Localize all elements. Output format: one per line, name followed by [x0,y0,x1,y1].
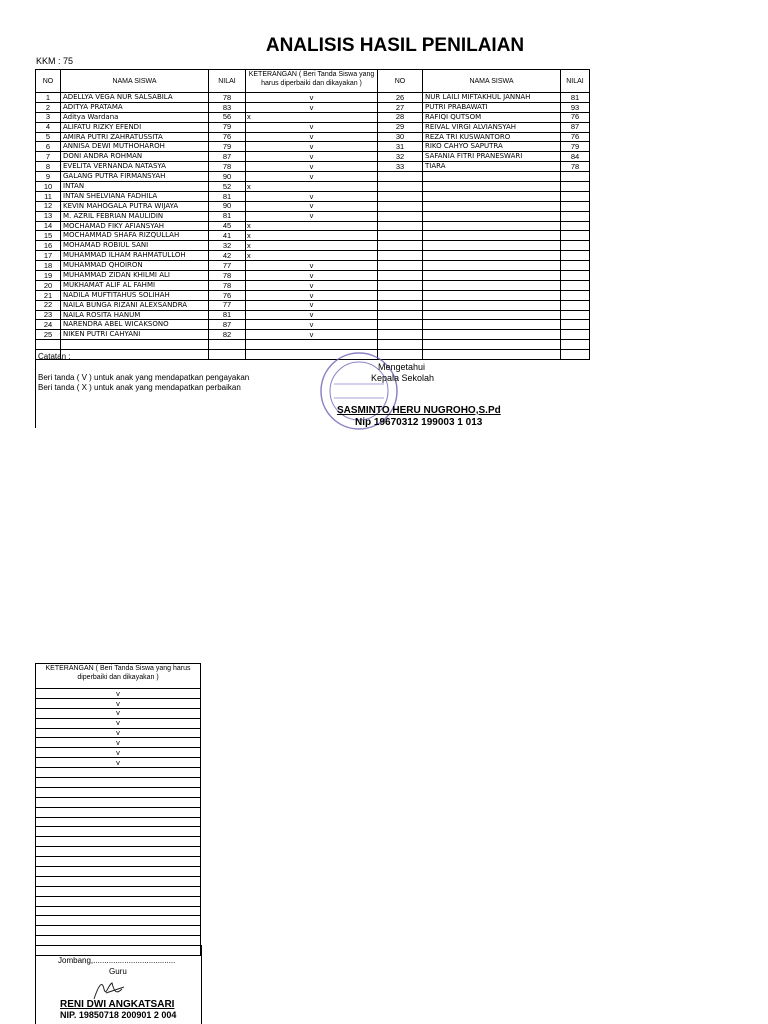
student-no: 13 [36,211,61,221]
student-score [209,350,246,360]
keterangan-cell: v [36,689,201,699]
keterangan-row [36,689,201,699]
keterangan-row [36,807,201,817]
student-name: Aditya Wardana [61,112,209,122]
student-keterangan: v [246,201,378,211]
student-name [423,320,561,330]
student-name [423,251,561,261]
student-name: RAFIQI QUTSOM [423,112,561,122]
student-name: MUKHAMAT ALIF AL FAHMI [61,280,209,290]
keterangan-row [36,857,201,867]
student-name [423,310,561,320]
table-row [36,221,590,231]
table-row [36,172,590,182]
student-name: ANNISA DEWI MUTHOHAROH [61,142,209,152]
student-name: MUHAMMAD QHOIRON [61,261,209,271]
table-row [36,261,590,271]
student-score: 42 [209,251,246,261]
student-score [561,340,590,350]
student-score: 81 [209,310,246,320]
student-score [561,172,590,182]
student-score: 76 [209,132,246,142]
student-no [378,290,423,300]
student-no: 16 [36,241,61,251]
student-no: 1 [36,93,61,103]
table-row [36,320,590,330]
student-score: 45 [209,221,246,231]
student-no [378,320,423,330]
keterangan-row [36,718,201,728]
student-no [378,251,423,261]
keterangan-cell: v [36,708,201,718]
keterangan-row [36,916,201,926]
keterangan-row [36,758,201,768]
student-no [378,330,423,340]
student-no: 4 [36,122,61,132]
student-no: 18 [36,261,61,271]
keterangan-header: KETERANGAN ( Beri Tanda Siswa yang harus diperbaiki dan dikayakan ) [36,664,201,689]
student-name: NUR LAILI MIFTAKHUL JANNAH [423,93,561,103]
student-score [561,261,590,271]
student-no: 22 [36,300,61,310]
student-score [561,271,590,281]
student-score: 87 [561,122,590,132]
table-row [36,93,590,103]
student-no [378,261,423,271]
student-keterangan: x [246,231,378,241]
student-no: 2 [36,102,61,112]
student-keterangan: v [246,320,378,330]
student-no: 9 [36,172,61,182]
keterangan-cell [36,817,201,827]
student-keterangan [246,340,378,350]
keterangan-cell [36,876,201,886]
teacher-name: RENI DWI ANGKATSARI [60,999,175,1010]
student-name: RIKO CAHYO SAPUTRA [423,142,561,152]
student-keterangan: v [246,271,378,281]
student-name: MUHAMMAD ZIDAN KHILMI ALI [61,271,209,281]
student-score [561,251,590,261]
student-no: 11 [36,191,61,201]
student-score: 84 [561,152,590,162]
header-no-right: NO [378,70,423,93]
student-score: 78 [209,93,246,103]
keterangan-row [36,768,201,778]
student-no: 5 [36,132,61,142]
table-row [36,290,590,300]
teacher-signature-section [35,945,202,1024]
student-name [423,221,561,231]
table-row [36,310,590,320]
keterangan-row [36,867,201,877]
table-row [36,162,590,172]
keterangan-row [36,876,201,886]
table-row [36,201,590,211]
notes-label: Catatan : [38,352,71,361]
keterangan-cell [36,778,201,788]
student-keterangan: v [246,211,378,221]
keterangan-cell [36,916,201,926]
student-no: 29 [378,122,423,132]
student-name [423,172,561,182]
keterangan-cell: v [36,718,201,728]
student-keterangan: x [246,241,378,251]
student-score: 93 [561,102,590,112]
student-score: 78 [209,280,246,290]
student-no [378,172,423,182]
student-name: REIVAL VIRGI ALVIANSYAH [423,122,561,132]
student-score: 87 [209,320,246,330]
student-no: 33 [378,162,423,172]
student-score [561,182,590,192]
student-no: 23 [36,310,61,320]
student-no: 25 [36,330,61,340]
student-name: ADELLYA VEGA NUR SALSABILA [61,93,209,103]
keterangan-cell [36,847,201,857]
student-no: 7 [36,152,61,162]
student-score [561,201,590,211]
student-name: M. AZRIL FEBRIAN MAULIDIN [61,211,209,221]
student-name [423,241,561,251]
student-score: 52 [209,182,246,192]
table-row [36,191,590,201]
student-name: NAILA ROSITA HANUM [61,310,209,320]
student-score: 76 [561,112,590,122]
kepsek-title: Kepala Sekolah [371,373,435,383]
keterangan-row [36,728,201,738]
student-no [378,231,423,241]
student-score: 90 [209,172,246,182]
student-keterangan: v [246,102,378,112]
student-name: NIKEN PUTRI CAHYANI [61,330,209,340]
student-no: 27 [378,102,423,112]
page-title: ANALISIS HASIL PENILAIAN [265,35,525,56]
student-name [423,350,561,360]
student-score: 78 [209,162,246,172]
keterangan-row [36,748,201,758]
header-nama: NAMA SISWA [61,70,209,93]
kepsek-acknowledge: Mengetahui [378,362,426,372]
student-score: 56 [209,112,246,122]
student-name: KEVIN MAHOGALA PUTRA WIJAYA [61,201,209,211]
student-no [378,300,423,310]
student-name: PUTRI PRABAWATI [423,102,561,112]
student-name: REZA TRI KUSWANTORO [423,132,561,142]
table-row [36,231,590,241]
student-keterangan: v [246,132,378,142]
student-no: 32 [378,152,423,162]
student-name: MOCHAMAD FIKY AFIANSYAH [61,221,209,231]
teacher-nip: NIP. 19850718 200901 2 004 [60,1010,177,1020]
student-keterangan: v [246,191,378,201]
student-score [561,310,590,320]
keterangan-cell [36,896,201,906]
student-keterangan: v [246,280,378,290]
student-name [423,271,561,281]
table-header-row [36,70,590,93]
student-name [423,290,561,300]
table-row [36,300,590,310]
keterangan-row [36,906,201,916]
table-row [36,112,590,122]
student-no: 24 [36,320,61,330]
student-no: 19 [36,271,61,281]
keterangan-cell [36,926,201,936]
student-keterangan: v [246,93,378,103]
table-row [36,280,590,290]
keterangan-row [36,708,201,718]
student-keterangan: v [246,261,378,271]
student-name: ALIFATU RIZKY EFENDI [61,122,209,132]
student-score: 32 [209,241,246,251]
student-name [423,300,561,310]
keterangan-cell: v [36,748,201,758]
student-no [378,221,423,231]
student-score [561,211,590,221]
table-row [36,122,590,132]
student-no [378,191,423,201]
header-nilai-right: NILAI [561,70,590,93]
student-score: 81 [209,191,246,201]
student-name [423,211,561,221]
student-no: 8 [36,162,61,172]
keterangan-row [36,896,201,906]
table-row [36,132,590,142]
student-name [423,280,561,290]
student-name [423,191,561,201]
student-name: MOCHAMMAD SHAFA RIZQULLAH [61,231,209,241]
student-score [561,330,590,340]
keterangan-row [36,926,201,936]
keterangan-row [36,817,201,827]
student-keterangan: v [246,300,378,310]
keterangan-row [36,837,201,847]
student-name: MOHAMAD ROBIUL SANI [61,241,209,251]
student-score: 78 [561,162,590,172]
table-row [36,211,590,221]
student-no [378,201,423,211]
student-score: 81 [209,211,246,221]
student-no: 12 [36,201,61,211]
keterangan-cell: v [36,738,201,748]
keterangan-row [36,886,201,896]
student-keterangan: v [246,290,378,300]
student-no: 21 [36,290,61,300]
table-row [36,142,590,152]
student-score: 77 [209,261,246,271]
student-no: 14 [36,221,61,231]
header-keterangan: KETERANGAN ( Beri Tanda Siswa yang harus diperbaiki dan dikayakan ) [246,70,378,93]
keterangan-row [36,698,201,708]
student-no: 26 [378,93,423,103]
student-keterangan: x [246,251,378,261]
student-no: 30 [378,132,423,142]
student-no [378,211,423,221]
keterangan-row [36,797,201,807]
student-score [561,221,590,231]
student-name: TIARA [423,162,561,172]
student-score [561,300,590,310]
student-name: NAILA BUNGA RIZANI ALEXSANDRA [61,300,209,310]
student-no: 20 [36,280,61,290]
student-keterangan: v [246,330,378,340]
keterangan-cell [36,768,201,778]
notes-line-x: Beri tanda ( X ) untuk anak yang mendapatkan perbaikan [38,383,241,392]
keterangan-cell: v [36,698,201,708]
student-name [423,330,561,340]
student-score: 82 [209,330,246,340]
student-score [561,290,590,300]
student-no [378,241,423,251]
student-no: 17 [36,251,61,261]
student-name [423,340,561,350]
keterangan-cell [36,797,201,807]
student-score: 78 [209,271,246,281]
student-keterangan: x [246,221,378,231]
student-no: 3 [36,112,61,122]
kepsek-name: SASMINTO HERU NUGROHO,S.Pd [337,405,501,416]
keterangan-header-row [36,664,201,689]
student-name: AMIRA PUTRI ZAHRATUSSITA [61,132,209,142]
keterangan-row [36,827,201,837]
student-score: 79 [209,122,246,132]
student-no: 31 [378,142,423,152]
student-score: 81 [561,93,590,103]
student-no [378,310,423,320]
student-no: 15 [36,231,61,241]
keterangan-cell [36,857,201,867]
keterangan-table [35,663,201,956]
student-score: 76 [209,290,246,300]
student-no [378,280,423,290]
keterangan-cell [36,886,201,896]
student-score [561,231,590,241]
keterangan-cell [36,906,201,916]
keterangan-cell [36,837,201,847]
student-score: 41 [209,231,246,241]
table-row [36,152,590,162]
student-score [561,241,590,251]
student-score [561,350,590,360]
student-no: 28 [378,112,423,122]
student-no: 6 [36,142,61,152]
student-name: DONI ANDRA ROHMAN [61,152,209,162]
header-nilai: NILAI [209,70,246,93]
keterangan-cell: v [36,758,201,768]
keterangan-cell [36,787,201,797]
student-name [423,201,561,211]
keterangan-row [36,847,201,857]
table-row [36,102,590,112]
header-nama-right: NAMA SISWA [423,70,561,93]
grades-table [35,69,590,360]
keterangan-row [36,787,201,797]
header-no: NO [36,70,61,93]
student-name [423,182,561,192]
keterangan-cell: v [36,728,201,738]
table-row [36,330,590,340]
student-name: EVELITA VERNANDA NATASYA [61,162,209,172]
student-no: 10 [36,182,61,192]
table-row [36,241,590,251]
student-score: 79 [209,142,246,152]
student-score: 79 [561,142,590,152]
table-row [36,182,590,192]
student-name: SAFANIA FITRI PRANESWARI [423,152,561,162]
student-score: 77 [209,300,246,310]
student-score [561,280,590,290]
kkm-label: KKM : 75 [36,56,74,66]
notes-line-v: Beri tanda ( V ) untuk anak yang mendapatkan pengayakan [38,373,250,382]
student-score [561,320,590,330]
student-keterangan: x [246,112,378,122]
table-row [36,271,590,281]
student-keterangan: v [246,142,378,152]
student-keterangan: v [246,152,378,162]
student-keterangan: v [246,162,378,172]
teacher-role: Guru [109,967,127,976]
student-name: ADITYA PRATAMA [61,102,209,112]
student-score [561,191,590,201]
student-score: 76 [561,132,590,142]
student-no [378,271,423,281]
student-name: GALANG PUTRA FIRMANSYAH [61,172,209,182]
student-name: INTAN [61,182,209,192]
student-name: INTAN SHELVIANA FADHILA [61,191,209,201]
kepsek-nip: Nip 19670312 199003 1 013 [355,417,483,428]
student-keterangan: v [246,310,378,320]
student-no [378,182,423,192]
table-row [36,251,590,261]
student-name: MUHAMMAD ILHAM RAHMATULLOH [61,251,209,261]
student-name [423,261,561,271]
keterangan-cell [36,827,201,837]
student-keterangan: v [246,172,378,182]
student-name: NADILA MUFTITAHUS SOLIHAH [61,290,209,300]
student-keterangan: x [246,182,378,192]
student-name: NARENDRA ABEL WICAKSONO [61,320,209,330]
student-score: 87 [209,152,246,162]
keterangan-cell [36,867,201,877]
keterangan-cell [36,807,201,817]
keterangan-row [36,738,201,748]
keterangan-row [36,778,201,788]
student-score [209,340,246,350]
student-name [423,231,561,241]
student-no [378,340,423,350]
student-keterangan: v [246,122,378,132]
teacher-place-date: Jombang,..................................... [58,956,176,965]
student-score: 90 [209,201,246,211]
notes-section [35,348,250,428]
student-score: 83 [209,102,246,112]
